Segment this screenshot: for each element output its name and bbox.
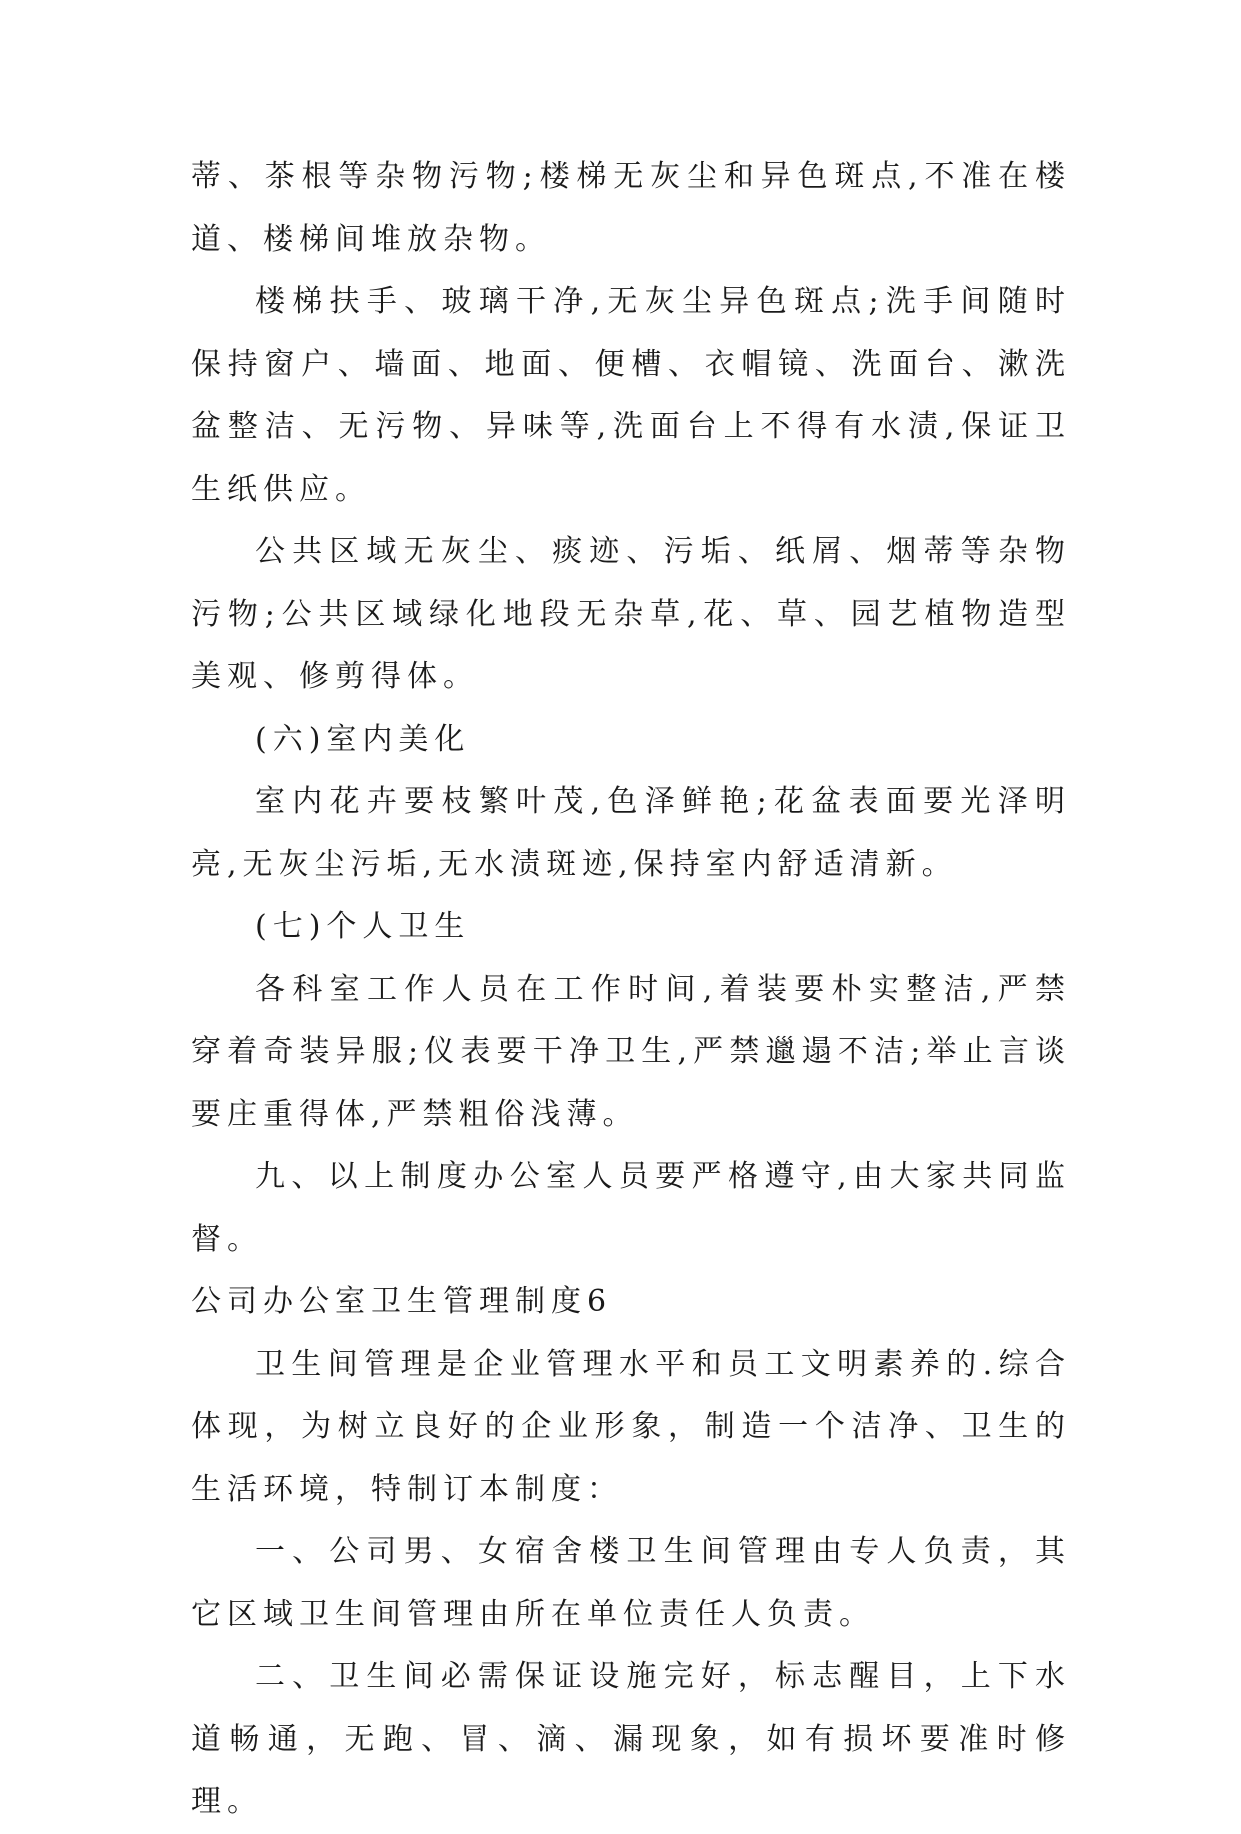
paragraph-compliance: 九、以上制度办公室人员要严格遵守,由大家共同监督。 bbox=[191, 1159, 1071, 1257]
paragraph-indoor-plants: 室内花卉要枝繁叶茂,色泽鲜艳;花盆表面要光泽明亮,无灰尘污垢,无水渍斑迹,保持室内舒适清新。 bbox=[191, 784, 1071, 882]
paragraph-rule-one: 一、公司男、女宿舍楼卫生间管理由专人负责，其它区域卫生间管理由所在单位责任人负责。 bbox=[191, 1534, 1071, 1632]
paragraph-public-area: 公共区域无灰尘、痰迹、污垢、纸屑、烟蒂等杂物污物;公共区域绿化地段无杂草,花、草、园艺植物造型美观、修剪得体。 bbox=[191, 534, 1071, 694]
section-heading-indoor-decoration: (六)室内美化 bbox=[255, 721, 471, 757]
document-title-section-6: 公司办公室卫生管理制度6 bbox=[191, 1284, 613, 1319]
document-page bbox=[191, 146, 1071, 1834]
paragraph-rule-two: 二、卫生间必需保证设施完好，标志醒目，上下水道畅通，无跑、冒、滴、漏现象，如有损坏要准时修理。 bbox=[191, 1659, 1071, 1819]
paragraph-stairs-cleanliness: 蒂、茶根等杂物污物;楼梯无灰尘和异色斑点,不准在楼道、楼梯间堆放杂物。 bbox=[191, 159, 1071, 257]
paragraph-staff-appearance: 各科室工作人员在工作时间,着装要朴实整洁,严禁穿着奇装异服;仪表要干净卫生,严禁邋遢不洁;举止言谈要庄重得体,严禁粗俗浅薄。 bbox=[191, 971, 1071, 1132]
paragraph-restroom-intro: 卫生间管理是企业管理水平和员工文明素养的.综合体现，为树立良好的企业形象，制造一个洁净、卫生的生活环境，特制订本制度： bbox=[191, 1346, 1071, 1507]
paragraph-handrail-restroom: 楼梯扶手、玻璃干净,无灰尘异色斑点;洗手间随时保持窗户、墙面、地面、便槽、衣帽镜、洗面台、漱洗盆整洁、无污物、异味等,洗面台上不得有水渍,保证卫生纸供应。 bbox=[191, 284, 1071, 507]
section-heading-personal-hygiene: (七)个人卫生 bbox=[255, 909, 471, 944]
